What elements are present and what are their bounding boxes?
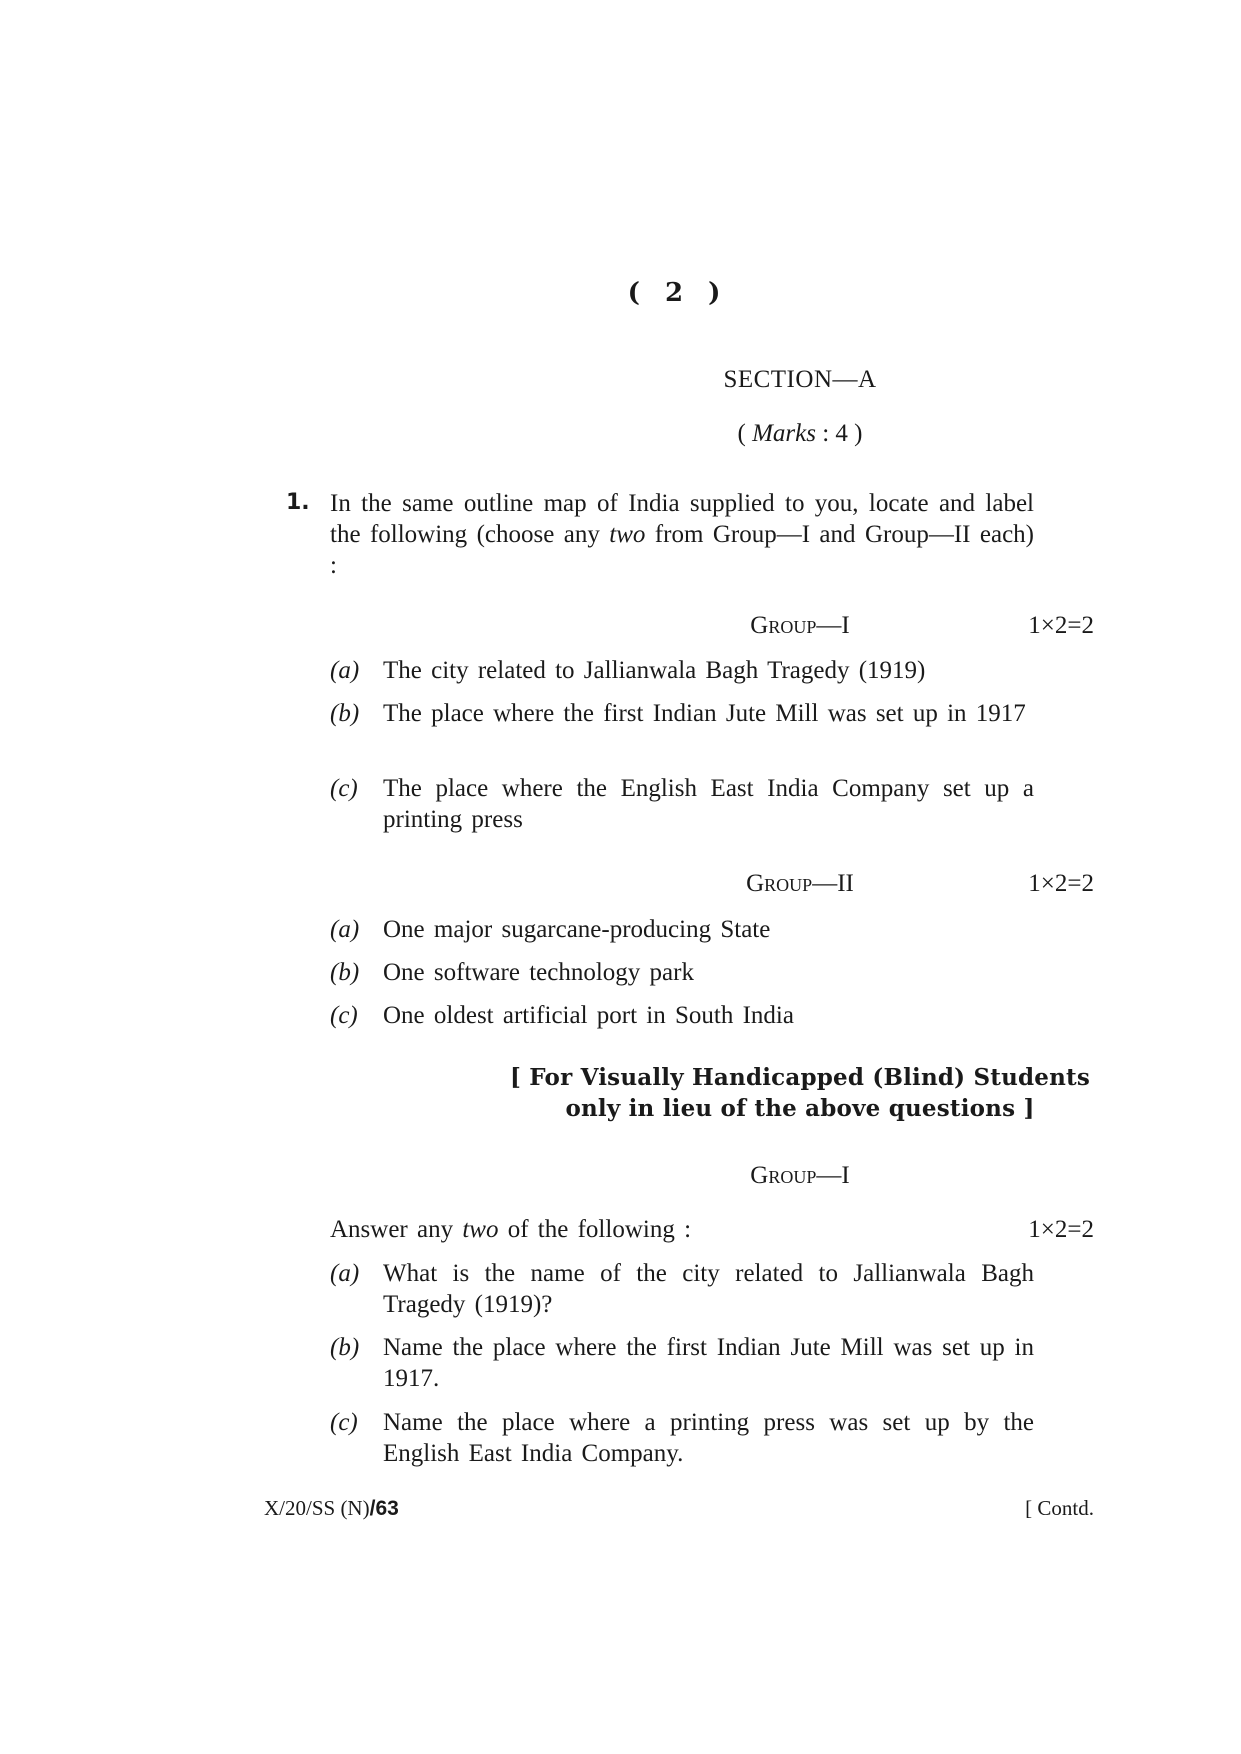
list-item bbox=[330, 1332, 1034, 1394]
item-label: (a) bbox=[330, 1260, 360, 1287]
section-marks bbox=[300, 420, 1241, 448]
question-text-part: from Group—I and Group—II each) : bbox=[330, 521, 1034, 579]
list-item bbox=[330, 698, 1034, 729]
group-2-heading: Group—II bbox=[746, 870, 854, 897]
list-item bbox=[330, 914, 1034, 945]
list-item bbox=[330, 1407, 1034, 1469]
group-1-heading: Group—I bbox=[750, 612, 850, 639]
item-label: (c) bbox=[330, 775, 358, 802]
instruction-emphasis: two bbox=[462, 1216, 499, 1243]
paper-code-suffix: /63 bbox=[369, 1497, 399, 1520]
question-text-emphasis: two bbox=[609, 521, 646, 548]
item-text: The place where the English East India Company set up a printing press bbox=[383, 775, 1034, 833]
item-text: Name the place where the first Indian Jute Mill was set up in 1917. bbox=[383, 1334, 1034, 1392]
section-title: SECTION—A bbox=[723, 366, 877, 393]
blind-note-line-2: only in lieu of the above questions ] bbox=[565, 1095, 1035, 1122]
item-label: (b) bbox=[330, 700, 360, 727]
item-label: (b) bbox=[330, 1334, 360, 1361]
group-1-marks: 1×2=2 bbox=[1028, 612, 1094, 639]
blind-students-note bbox=[300, 1062, 1241, 1124]
item-label: (a) bbox=[330, 916, 360, 943]
page-number: ( 2 ) bbox=[627, 278, 729, 308]
item-text: The city related to Jallianwala Bagh Tragedy (1919) bbox=[383, 657, 926, 684]
group-2-marks: 1×2=2 bbox=[1028, 870, 1094, 897]
item-text: One oldest artificial port in South India bbox=[383, 1002, 794, 1029]
blind-group-1-heading: Group—I bbox=[750, 1162, 850, 1189]
item-text: The place where the first Indian Jute Mill was set up in 1917 bbox=[383, 700, 1026, 727]
list-item bbox=[330, 773, 1034, 835]
marks-suffix: : 4 ) bbox=[815, 420, 863, 447]
item-label: (c) bbox=[330, 1409, 358, 1436]
list-item bbox=[330, 1258, 1034, 1320]
marks-prefix: ( bbox=[737, 420, 753, 447]
item-text: Name the place where a printing press was set up by the English East India Company. bbox=[383, 1409, 1034, 1467]
list-item bbox=[330, 655, 1034, 686]
item-text: What is the name of the city related to Jallianwala Bagh Tragedy (1919)? bbox=[383, 1260, 1034, 1318]
item-label: (c) bbox=[330, 1002, 358, 1029]
marks-label: Marks bbox=[752, 420, 816, 447]
item-label: (a) bbox=[330, 657, 360, 684]
question-text bbox=[330, 488, 1034, 581]
list-item bbox=[330, 957, 1034, 988]
instruction-part: of the following : bbox=[498, 1216, 692, 1243]
instruction-part: Answer any bbox=[330, 1216, 463, 1243]
blind-group-marks: 1×2=2 bbox=[1028, 1216, 1094, 1243]
paper-code-prefix: X/20/SS (N) bbox=[264, 1496, 370, 1520]
paper-code bbox=[264, 1496, 399, 1521]
list-item bbox=[330, 1000, 1034, 1031]
item-label: (b) bbox=[330, 959, 360, 986]
blind-note-line-1: [ For Visually Handicapped (Blind) Students bbox=[509, 1064, 1091, 1091]
question-text-part: In the same outline map of India supplied to you, locate and label the following (choose any bbox=[330, 490, 1034, 548]
item-text: One major sugarcane-producing State bbox=[383, 916, 771, 943]
continued-marker: [ Contd. bbox=[1025, 1496, 1094, 1520]
item-text: One software technology park bbox=[383, 959, 694, 986]
blind-instruction bbox=[330, 1216, 830, 1244]
question-number: 1. bbox=[286, 490, 310, 515]
